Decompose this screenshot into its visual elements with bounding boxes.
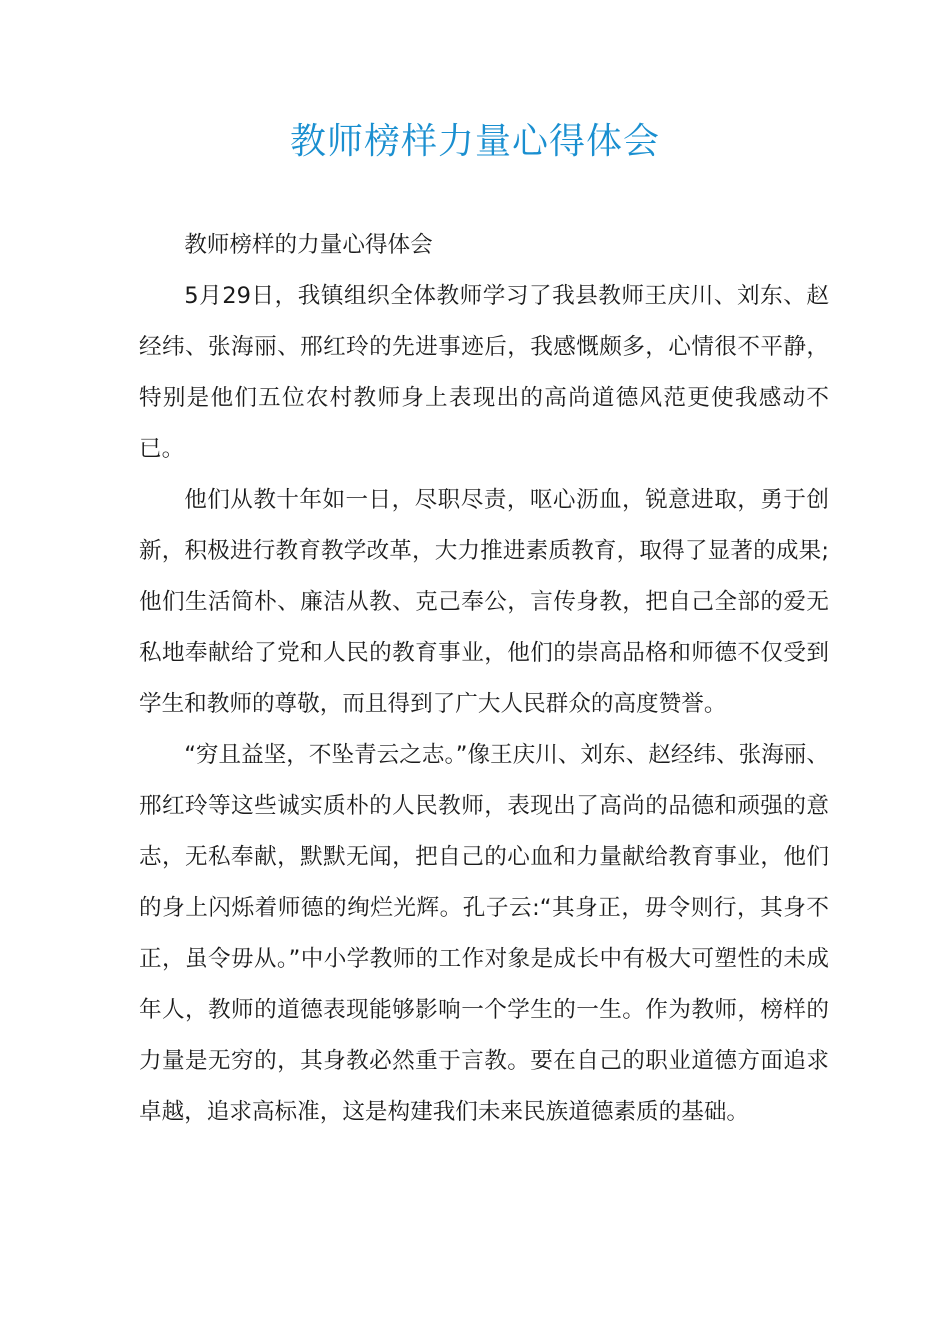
document-body bbox=[139, 220, 829, 1138]
body-paragraph: 5月29日，我镇组织全体教师学习了我县教师王庆川、刘东、赵经纬、张海丽、邢红玲的先进事迹后，我感慨颇多，心情很不平静，特别是他们五位农村教师身上表现出的高尚道德风范更使我感动不已。 bbox=[139, 283, 829, 462]
body-paragraph: 他们从教十年如一日，尽职尽责，呕心沥血，锐意进取，勇于创新，积极进行教育教学改革，大力推进素质教育，取得了显著的成果;他们生活简朴、廉洁从教、克己奉公，言传身教，把自己全部的爱无私地奉献给了党和人民的教育事业，他们的崇高品格和师德不仅受到学生和教师的尊敬，而且得到了广大人民群众的高度赞誉。 bbox=[139, 487, 829, 717]
document-title: 教师榜样力量心得体会 bbox=[289, 121, 660, 162]
subtitle-paragraph: 教师榜样的力量心得体会 bbox=[184, 232, 433, 258]
body-paragraph: “穷且益坚，不坠青云之志。”像王庆川、刘东、赵经纬、张海丽、邢红玲等这些诚实质朴的人民教师，表现出了高尚的品德和顽强的意志，无私奉献，默默无闻，把自己的心血和力量献给教育事业，他们的身上闪烁着师德的绚烂光辉。孔子云:“其身正，毋令则行，其身不正，虽令毋从。”中小学教师的工作对象是成长中有极大可塑性的未成年人，教师的道德表现能够影响一个学生的一生。作为教师，榜样的力量是无穷的，其身教必然重于言教。要在自己的职业道德方面追求卓越，追求高标准，这是构建我们未来民族道德素质的基础。 bbox=[139, 742, 829, 1125]
